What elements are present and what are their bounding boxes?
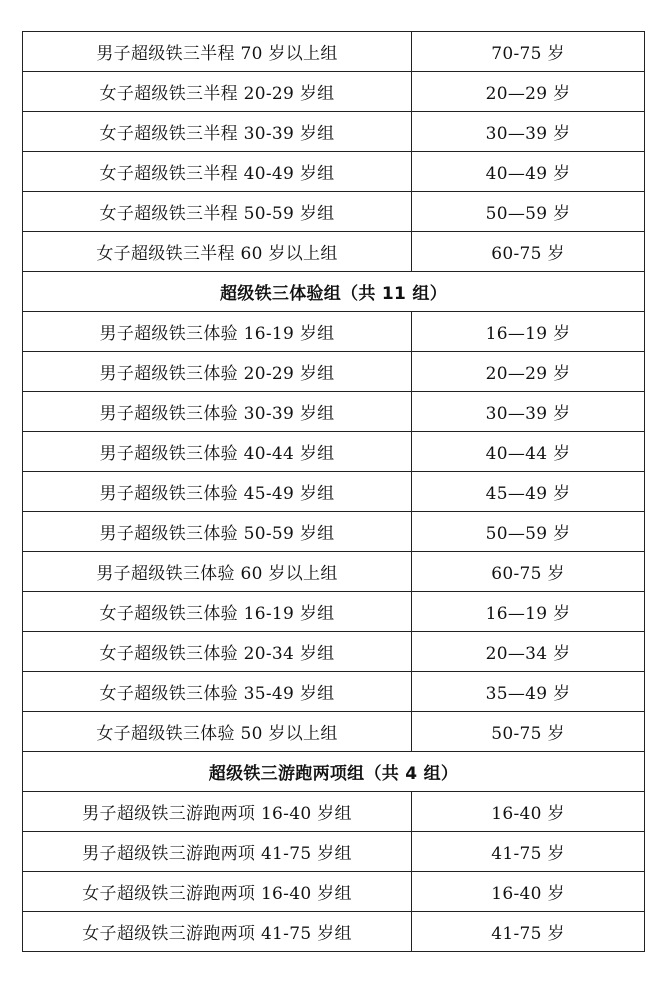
- age-range-cell: 20—34 岁: [412, 632, 645, 672]
- group-name-cell: 女子超级铁三游跑两项 41-75 岁组: [23, 912, 412, 952]
- age-range-cell: 50-75 岁: [412, 712, 645, 752]
- table-row: [23, 232, 645, 272]
- group-name-cell: 男子超级铁三半程 70 岁以上组: [23, 32, 412, 72]
- group-name-cell: 男子超级铁三体验 50-59 岁组: [23, 512, 412, 552]
- table-row: [23, 552, 645, 592]
- age-range-cell: 41-75 岁: [412, 832, 645, 872]
- table-row: [23, 872, 645, 912]
- table-row: [23, 632, 645, 672]
- age-range-cell: 70-75 岁: [412, 32, 645, 72]
- section-title: 超级铁三游跑两项组（共 4 组）: [23, 752, 645, 792]
- group-name-cell: 女子超级铁三游跑两项 16-40 岁组: [23, 872, 412, 912]
- table-row: [23, 832, 645, 872]
- group-name-cell: 男子超级铁三体验 16-19 岁组: [23, 312, 412, 352]
- age-range-cell: 40—49 岁: [412, 152, 645, 192]
- document-page: [22, 31, 644, 952]
- age-range-cell: 50—59 岁: [412, 192, 645, 232]
- table-row: [23, 72, 645, 112]
- group-name-cell: 男子超级铁三体验 20-29 岁组: [23, 352, 412, 392]
- section-header-row: [23, 272, 645, 312]
- table-row: [23, 192, 645, 232]
- table-row: [23, 792, 645, 832]
- table-row: [23, 592, 645, 632]
- table-row: [23, 512, 645, 552]
- group-name-cell: 男子超级铁三体验 60 岁以上组: [23, 552, 412, 592]
- table-row: [23, 472, 645, 512]
- table-row: [23, 152, 645, 192]
- section-title: 超级铁三体验组（共 11 组）: [23, 272, 645, 312]
- table-row: [23, 672, 645, 712]
- age-range-cell: 60-75 岁: [412, 232, 645, 272]
- section-header-row: [23, 752, 645, 792]
- table-row: [23, 712, 645, 752]
- table-row: [23, 432, 645, 472]
- group-name-cell: 男子超级铁三体验 40-44 岁组: [23, 432, 412, 472]
- age-range-cell: 40—44 岁: [412, 432, 645, 472]
- group-name-cell: 男子超级铁三游跑两项 41-75 岁组: [23, 832, 412, 872]
- age-range-cell: 50—59 岁: [412, 512, 645, 552]
- age-group-table-body: [23, 32, 645, 952]
- group-name-cell: 女子超级铁三体验 50 岁以上组: [23, 712, 412, 752]
- age-range-cell: 16—19 岁: [412, 592, 645, 632]
- age-range-cell: 30—39 岁: [412, 112, 645, 152]
- group-name-cell: 男子超级铁三游跑两项 16-40 岁组: [23, 792, 412, 832]
- group-name-cell: 女子超级铁三体验 20-34 岁组: [23, 632, 412, 672]
- age-range-cell: 20—29 岁: [412, 72, 645, 112]
- table-row: [23, 392, 645, 432]
- table-row: [23, 912, 645, 952]
- age-range-cell: 60-75 岁: [412, 552, 645, 592]
- age-range-cell: 45—49 岁: [412, 472, 645, 512]
- age-range-cell: 41-75 岁: [412, 912, 645, 952]
- group-name-cell: 女子超级铁三半程 20-29 岁组: [23, 72, 412, 112]
- group-name-cell: 女子超级铁三半程 30-39 岁组: [23, 112, 412, 152]
- group-name-cell: 女子超级铁三体验 16-19 岁组: [23, 592, 412, 632]
- age-group-table: [22, 31, 645, 952]
- age-range-cell: 16-40 岁: [412, 792, 645, 832]
- group-name-cell: 女子超级铁三半程 40-49 岁组: [23, 152, 412, 192]
- age-range-cell: 16—19 岁: [412, 312, 645, 352]
- age-range-cell: 20—29 岁: [412, 352, 645, 392]
- age-range-cell: 35—49 岁: [412, 672, 645, 712]
- table-row: [23, 312, 645, 352]
- group-name-cell: 女子超级铁三半程 50-59 岁组: [23, 192, 412, 232]
- group-name-cell: 男子超级铁三体验 30-39 岁组: [23, 392, 412, 432]
- table-row: [23, 32, 645, 72]
- group-name-cell: 女子超级铁三体验 35-49 岁组: [23, 672, 412, 712]
- group-name-cell: 男子超级铁三体验 45-49 岁组: [23, 472, 412, 512]
- table-row: [23, 112, 645, 152]
- group-name-cell: 女子超级铁三半程 60 岁以上组: [23, 232, 412, 272]
- age-range-cell: 16-40 岁: [412, 872, 645, 912]
- age-range-cell: 30—39 岁: [412, 392, 645, 432]
- table-row: [23, 352, 645, 392]
